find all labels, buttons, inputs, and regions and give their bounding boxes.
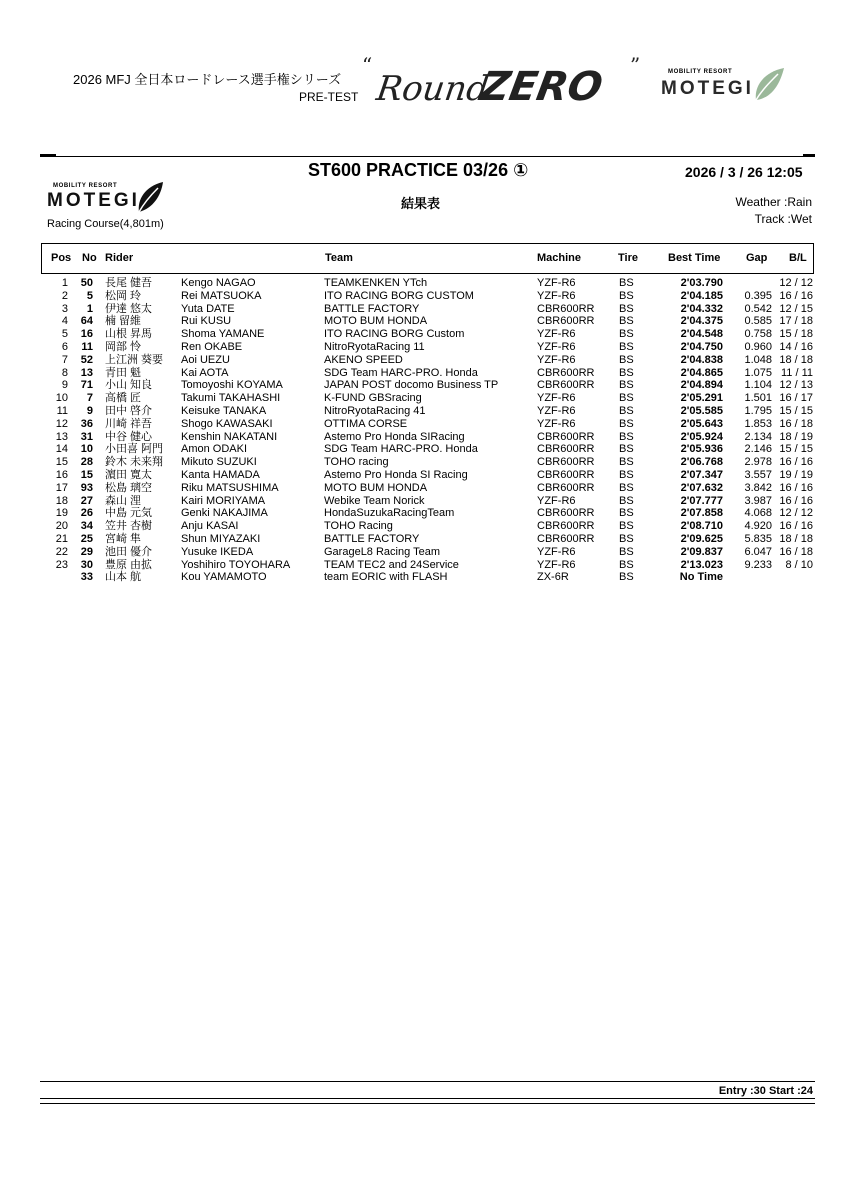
series-title: 2026 MFJ 全日本ロードレース選手権シリーズ bbox=[73, 72, 342, 87]
table-row bbox=[0, 341, 849, 354]
row-best-time: 2'13.023 bbox=[680, 558, 723, 571]
row-machine: YZF-R6 bbox=[537, 353, 576, 366]
row-rider-jp: 小田喜 阿門 bbox=[105, 443, 164, 456]
row-rider-en: Yuta DATE bbox=[181, 302, 235, 315]
col-best-time-header: Best Time bbox=[668, 252, 721, 264]
table-row bbox=[0, 328, 849, 341]
row-best-time: 2'05.643 bbox=[680, 417, 723, 430]
row-machine: CBR600RR bbox=[537, 507, 595, 520]
col-team-header: Team bbox=[325, 252, 353, 264]
session-date: 2026 / 3 / 26 12:05 bbox=[685, 164, 803, 180]
table-row bbox=[0, 443, 849, 456]
row-pos: 14 bbox=[55, 443, 68, 456]
row-machine: CBR600RR bbox=[537, 366, 595, 379]
row-best-time: 2'04.375 bbox=[680, 315, 723, 328]
row-best-time: 2'07.347 bbox=[680, 469, 723, 481]
table-row bbox=[0, 546, 849, 559]
row-machine: YZF-R6 bbox=[537, 392, 576, 405]
table-row bbox=[0, 418, 849, 431]
row-team: ITO RACING BORG Custom bbox=[324, 328, 465, 341]
row-pos: 10 bbox=[55, 392, 68, 405]
row-best-time: 2'04.865 bbox=[680, 366, 723, 379]
row-pos: 13 bbox=[55, 430, 68, 443]
result-label: 結果表 bbox=[401, 196, 441, 211]
row-pos: 15 bbox=[55, 456, 68, 469]
row-machine: YZF-R6 bbox=[537, 405, 576, 417]
row-pos: 21 bbox=[55, 533, 68, 545]
row-best-lap: 8 / 10 bbox=[785, 558, 813, 571]
table-row bbox=[0, 431, 849, 444]
row-tire: BS bbox=[619, 456, 634, 469]
row-number: 5 bbox=[86, 289, 93, 302]
row-machine: CBR600RR bbox=[537, 456, 595, 469]
row-team: OTTIMA CORSE bbox=[324, 417, 408, 430]
row-tire: BS bbox=[619, 392, 634, 405]
row-number: 64 bbox=[80, 315, 93, 328]
row-best-lap: 16 / 18 bbox=[779, 545, 813, 558]
row-gap: 1.075 bbox=[744, 366, 772, 379]
row-best-time: 2'04.894 bbox=[680, 379, 723, 392]
row-number: 29 bbox=[80, 545, 93, 558]
row-number: 93 bbox=[80, 481, 93, 494]
row-rider-en: Kairi MORIYAMA bbox=[181, 494, 266, 507]
row-rider-en: Genki NAKAJIMA bbox=[181, 507, 268, 520]
row-rider-en: Kai AOTA bbox=[181, 366, 229, 379]
row-rider-jp: 田中 啓介 bbox=[105, 405, 153, 417]
row-tire: BS bbox=[619, 481, 634, 494]
row-rider-en: Shoma YAMANE bbox=[181, 328, 265, 341]
row-rider-jp: 松岡 玲 bbox=[105, 289, 142, 302]
row-tire: BS bbox=[619, 328, 634, 341]
row-team: Webike Team Norick bbox=[324, 494, 425, 507]
row-rider-en: Kenshin NAKATANI bbox=[181, 430, 278, 443]
row-number: 10 bbox=[80, 443, 93, 456]
row-number: 71 bbox=[80, 379, 93, 392]
row-pos: 2 bbox=[61, 289, 68, 302]
row-rider-jp: 森山 浬 bbox=[105, 494, 142, 507]
row-rider-en: Tomoyoshi KOYAMA bbox=[181, 379, 283, 392]
row-number: 34 bbox=[80, 520, 93, 533]
table-row bbox=[0, 379, 849, 392]
row-tire: BS bbox=[619, 366, 634, 379]
mobility-resort-label: MOBILITY RESORT bbox=[668, 69, 733, 75]
weather-info: Weather :Rain bbox=[735, 195, 812, 209]
row-best-lap: 16 / 17 bbox=[779, 392, 813, 405]
row-rider-en: Aoi UEZU bbox=[181, 353, 230, 366]
row-pos: 5 bbox=[61, 328, 68, 341]
row-team: ITO RACING BORG CUSTOM bbox=[324, 289, 474, 302]
row-best-time: 2'04.548 bbox=[680, 328, 723, 341]
row-rider-jp: 高橋 匠 bbox=[105, 392, 142, 405]
col-pos-header: Pos bbox=[51, 252, 72, 264]
row-machine: YZF-R6 bbox=[537, 289, 576, 302]
row-pos: 8 bbox=[61, 366, 68, 379]
row-best-time: No Time bbox=[679, 571, 723, 584]
row-number: 50 bbox=[80, 277, 93, 289]
row-pos: 12 bbox=[55, 417, 68, 430]
row-best-time: 2'04.838 bbox=[680, 353, 723, 366]
row-number: 28 bbox=[80, 456, 93, 469]
row-best-lap: 16 / 16 bbox=[779, 481, 813, 494]
row-gap: 1.795 bbox=[744, 405, 772, 417]
row-tire: BS bbox=[619, 379, 634, 392]
row-rider-en: Kou YAMAMOTO bbox=[181, 571, 267, 584]
row-rider-en: Anju KASAI bbox=[181, 520, 239, 533]
row-number: 27 bbox=[80, 494, 93, 507]
row-best-time: 2'07.858 bbox=[680, 507, 723, 520]
leaf-icon bbox=[750, 64, 786, 104]
table-row bbox=[0, 533, 849, 546]
row-machine: CBR600RR bbox=[537, 302, 595, 315]
row-machine: CBR600RR bbox=[537, 379, 595, 392]
row-gap: 2.146 bbox=[744, 443, 772, 456]
row-rider-jp: 川崎 祥吾 bbox=[105, 417, 153, 430]
row-pos: 9 bbox=[61, 379, 68, 392]
row-gap: 5.835 bbox=[744, 533, 772, 545]
row-pos: 22 bbox=[55, 545, 68, 558]
row-gap: 2.978 bbox=[744, 456, 772, 469]
row-team: AKENO SPEED bbox=[324, 353, 403, 366]
row-tire: BS bbox=[619, 558, 634, 571]
row-team: HondaSuzukaRacingTeam bbox=[324, 507, 455, 520]
row-rider-jp: 宮崎 隼 bbox=[105, 533, 142, 545]
row-best-lap: 16 / 16 bbox=[779, 456, 813, 469]
row-team: NitroRyotaRacing 11 bbox=[324, 341, 425, 353]
col-gap-header: Gap bbox=[746, 252, 768, 264]
row-gap: 3.987 bbox=[744, 494, 772, 507]
table-row bbox=[0, 303, 849, 316]
row-rider-en: Kanta HAMADA bbox=[181, 469, 260, 481]
row-pos: 16 bbox=[55, 469, 68, 481]
row-best-lap: 14 / 16 bbox=[779, 341, 813, 353]
row-number: 30 bbox=[80, 558, 93, 571]
row-rider-en: Mikuto SUZUKI bbox=[181, 456, 257, 469]
row-best-lap: 15 / 15 bbox=[779, 443, 813, 456]
row-rider-jp: 鈴木 未来翔 bbox=[105, 456, 164, 469]
pretest-label: PRE-TEST bbox=[299, 90, 359, 104]
row-best-lap: 12 / 12 bbox=[779, 507, 813, 520]
row-rider-jp: 長尾 健吾 bbox=[105, 277, 153, 289]
row-best-lap: 16 / 16 bbox=[779, 494, 813, 507]
motegi-logo-text: MOTEGI bbox=[661, 78, 754, 99]
row-best-time: 2'05.585 bbox=[680, 405, 723, 417]
row-best-time: 2'05.924 bbox=[680, 430, 723, 443]
row-number: 16 bbox=[80, 328, 93, 341]
row-number: 11 bbox=[81, 341, 93, 353]
row-machine: YZF-R6 bbox=[537, 545, 576, 558]
table-header-rule bbox=[41, 273, 814, 274]
row-best-lap: 12 / 12 bbox=[779, 277, 813, 289]
row-team: TEAM TEC2 and 24Service bbox=[324, 558, 459, 571]
footer-rule bbox=[40, 1103, 815, 1104]
col-machine-header: Machine bbox=[537, 252, 582, 264]
row-rider-jp: 青田 魁 bbox=[105, 366, 142, 379]
row-rider-en: Kengo NAGAO bbox=[181, 277, 256, 289]
row-tire: BS bbox=[619, 545, 634, 558]
row-best-time: 2'07.632 bbox=[680, 481, 723, 494]
row-gap: 3.842 bbox=[744, 481, 772, 494]
table-row bbox=[0, 290, 849, 303]
row-machine: CBR600RR bbox=[537, 315, 595, 328]
row-team: NitroRyotaRacing 41 bbox=[324, 405, 426, 417]
table-row bbox=[0, 571, 849, 584]
row-tire: BS bbox=[619, 405, 634, 417]
row-rider-en: Rui KUSU bbox=[181, 315, 232, 328]
row-tire: BS bbox=[619, 289, 634, 302]
row-rider-en: Amon ODAKI bbox=[181, 443, 248, 456]
mobility-resort-label: MOBILITY RESORT bbox=[53, 183, 118, 189]
row-best-time: 2'07.777 bbox=[680, 494, 723, 507]
row-best-lap: 18 / 18 bbox=[779, 353, 813, 366]
svg-text:ZERO: ZERO bbox=[476, 63, 607, 110]
row-rider-jp: 上江洲 葵要 bbox=[105, 353, 164, 366]
row-best-lap: 17 / 18 bbox=[779, 315, 813, 328]
row-rider-jp: 中島 元気 bbox=[105, 507, 153, 520]
col-bl-header: B/L bbox=[789, 252, 807, 264]
row-machine: YZF-R6 bbox=[537, 328, 576, 341]
row-machine: CBR600RR bbox=[537, 520, 595, 533]
row-rider-jp: 伊達 悠太 bbox=[105, 302, 153, 315]
row-gap: 4.920 bbox=[744, 520, 772, 533]
rule-tick bbox=[803, 154, 815, 156]
row-tire: BS bbox=[619, 430, 634, 443]
row-best-time: 2'09.625 bbox=[680, 533, 723, 545]
row-best-lap: 18 / 18 bbox=[779, 533, 813, 545]
row-number: 31 bbox=[80, 430, 93, 443]
leaf-icon bbox=[135, 180, 165, 214]
svg-text:”: ” bbox=[630, 53, 641, 77]
row-machine: YZF-R6 bbox=[537, 558, 576, 571]
row-team: MOTO BUM HONDA bbox=[324, 315, 428, 328]
row-best-time: 2'05.291 bbox=[680, 392, 723, 405]
row-tire: BS bbox=[619, 571, 634, 584]
row-machine: CBR600RR bbox=[537, 430, 595, 443]
row-team: TOHO racing bbox=[324, 456, 389, 469]
row-gap: 4.068 bbox=[744, 507, 772, 520]
row-number: 1 bbox=[86, 302, 93, 315]
row-rider-jp: 池田 優介 bbox=[105, 545, 153, 558]
table-row bbox=[0, 315, 849, 328]
row-best-time: 2'05.936 bbox=[680, 443, 723, 456]
row-rider-jp: 岡部 怜 bbox=[105, 341, 142, 353]
row-machine: CBR600RR bbox=[537, 443, 595, 456]
row-gap: 1.104 bbox=[744, 379, 772, 392]
table-row bbox=[0, 456, 849, 469]
table-row bbox=[0, 559, 849, 572]
svg-text:Round: Round bbox=[373, 69, 492, 109]
table-row bbox=[0, 469, 849, 482]
row-tire: BS bbox=[619, 494, 634, 507]
row-machine: CBR600RR bbox=[537, 533, 595, 545]
rule-tick bbox=[40, 154, 56, 156]
row-team: BATTLE FACTORY bbox=[324, 302, 420, 315]
row-team: team EORIC with FLASH bbox=[324, 571, 448, 584]
row-pos: 7 bbox=[61, 353, 68, 366]
row-pos: 19 bbox=[55, 507, 68, 520]
row-team: TEAMKENKEN YTch bbox=[324, 277, 428, 289]
row-number: 52 bbox=[80, 353, 93, 366]
row-number: 7 bbox=[86, 392, 93, 405]
row-gap: 9.233 bbox=[744, 558, 772, 571]
row-rider-en: Riku MATSUSHIMA bbox=[181, 481, 279, 494]
row-best-lap: 16 / 16 bbox=[779, 520, 813, 533]
row-rider-en: Yoshihiro TOYOHARA bbox=[181, 558, 291, 571]
course-info: Racing Course(4,801m) bbox=[47, 218, 164, 230]
row-best-lap: 16 / 16 bbox=[779, 289, 813, 302]
row-number: 36 bbox=[80, 417, 93, 430]
row-best-lap: 15 / 18 bbox=[779, 328, 813, 341]
row-gap: 3.557 bbox=[744, 469, 772, 481]
row-rider-jp: 山本 航 bbox=[105, 571, 142, 584]
row-rider-en: Ren OKABE bbox=[181, 341, 243, 353]
row-tire: BS bbox=[619, 417, 634, 430]
row-tire: BS bbox=[619, 277, 634, 289]
col-tire-header: Tire bbox=[618, 252, 638, 264]
row-gap: 0.960 bbox=[744, 341, 772, 353]
col-no-header: No bbox=[82, 252, 97, 264]
table-row bbox=[0, 482, 849, 495]
row-machine: YZF-R6 bbox=[537, 341, 576, 353]
row-rider-en: Rei MATSUOKA bbox=[181, 289, 262, 302]
row-team: SDG Team HARC-PRO. Honda bbox=[324, 366, 478, 379]
row-number: 25 bbox=[80, 533, 93, 545]
row-pos: 3 bbox=[61, 302, 68, 315]
row-team: SDG Team HARC-PRO. Honda bbox=[324, 443, 478, 456]
row-pos: 6 bbox=[61, 341, 68, 353]
row-best-time: 2'04.185 bbox=[680, 289, 723, 302]
table-row bbox=[0, 405, 849, 418]
row-gap: 0.395 bbox=[744, 289, 772, 302]
table-row bbox=[0, 392, 849, 405]
row-best-lap: 19 / 19 bbox=[779, 469, 813, 481]
row-rider-jp: 小山 知良 bbox=[105, 379, 153, 392]
row-machine: ZX-6R bbox=[537, 571, 569, 584]
row-gap: 0.585 bbox=[744, 315, 772, 328]
track-info: Track :Wet bbox=[754, 212, 812, 226]
footer-rule bbox=[40, 1081, 815, 1082]
row-rider-jp: 豊原 由拡 bbox=[105, 558, 153, 571]
row-tire: BS bbox=[619, 443, 634, 456]
row-best-time: 2'03.790 bbox=[680, 277, 723, 289]
row-best-lap: 15 / 15 bbox=[779, 405, 813, 417]
row-tire: BS bbox=[619, 469, 634, 481]
row-best-lap: 18 / 19 bbox=[779, 430, 813, 443]
row-pos: 11 bbox=[56, 405, 68, 417]
row-number: 15 bbox=[80, 469, 93, 481]
table-row bbox=[0, 277, 849, 290]
row-best-time: 2'09.837 bbox=[680, 545, 723, 558]
top-rule bbox=[40, 156, 815, 157]
row-tire: BS bbox=[619, 302, 634, 315]
row-tire: BS bbox=[619, 507, 634, 520]
row-pos: 17 bbox=[55, 481, 68, 494]
row-gap: 1.048 bbox=[744, 353, 772, 366]
row-best-lap: 11 / 11 bbox=[780, 366, 813, 379]
round-zero-logo bbox=[362, 52, 644, 110]
row-rider-jp: 中谷 健心 bbox=[105, 430, 153, 443]
row-rider-en: Keisuke TANAKA bbox=[181, 405, 267, 417]
row-machine: CBR600RR bbox=[537, 481, 595, 494]
table-row bbox=[0, 495, 849, 508]
row-best-time: 2'08.710 bbox=[680, 520, 723, 533]
svg-text:“: “ bbox=[362, 53, 373, 77]
row-best-time: 2'06.768 bbox=[680, 456, 723, 469]
row-tire: BS bbox=[619, 353, 634, 366]
session-title: ST600 PRACTICE 03/26 ① bbox=[308, 160, 529, 180]
row-rider-en: Takumi TAKAHASHI bbox=[181, 392, 281, 405]
row-rider-jp: 楠 留維 bbox=[105, 315, 142, 328]
row-machine: YZF-R6 bbox=[537, 494, 576, 507]
row-gap: 1.853 bbox=[744, 417, 772, 430]
row-gap: 0.758 bbox=[744, 328, 772, 341]
row-best-lap: 12 / 13 bbox=[779, 379, 813, 392]
table-row bbox=[0, 367, 849, 380]
row-best-time: 2'04.750 bbox=[680, 341, 723, 353]
row-machine: YZF-R6 bbox=[537, 417, 576, 430]
row-gap: 2.134 bbox=[744, 430, 772, 443]
row-team: MOTO BUM HONDA bbox=[324, 481, 428, 494]
row-team: TOHO Racing bbox=[324, 520, 393, 533]
row-pos: 23 bbox=[55, 558, 68, 571]
row-best-lap: 12 / 15 bbox=[779, 302, 813, 315]
row-rider-en: Yusuke IKEDA bbox=[181, 545, 254, 558]
row-tire: BS bbox=[619, 533, 634, 545]
row-number: 33 bbox=[80, 571, 93, 584]
row-rider-jp: 笠井 杏樹 bbox=[105, 520, 153, 533]
row-machine: YZF-R6 bbox=[537, 277, 576, 289]
row-pos: 1 bbox=[61, 277, 68, 289]
row-rider-jp: 松島 璃空 bbox=[105, 481, 153, 494]
row-number: 26 bbox=[80, 507, 93, 520]
row-team: BATTLE FACTORY bbox=[324, 533, 420, 545]
row-gap: 0.542 bbox=[744, 302, 772, 315]
row-best-lap: 16 / 18 bbox=[779, 417, 813, 430]
row-team: GarageL8 Racing Team bbox=[324, 545, 440, 558]
row-rider-en: Shun MIYAZAKI bbox=[181, 533, 261, 545]
row-team: Astemo Pro Honda SIRacing bbox=[324, 430, 465, 443]
entry-start-count: Entry :30 Start :24 bbox=[718, 1085, 813, 1097]
row-best-time: 2'04.332 bbox=[680, 302, 723, 315]
row-team: JAPAN POST docomo Business TP bbox=[324, 379, 499, 392]
row-team: Astemo Pro Honda SI Racing bbox=[324, 469, 468, 481]
col-rider-header: Rider bbox=[105, 252, 134, 264]
row-tire: BS bbox=[619, 315, 634, 328]
row-machine: CBR600RR bbox=[537, 469, 595, 481]
row-pos: 20 bbox=[55, 520, 68, 533]
row-gap: 1.501 bbox=[744, 392, 772, 405]
motegi-logo-text: MOTEGI bbox=[47, 190, 140, 211]
table-row bbox=[0, 507, 849, 520]
table-row bbox=[0, 354, 849, 367]
row-team: K-FUND GBSracing bbox=[324, 392, 422, 405]
row-gap: 6.047 bbox=[744, 545, 772, 558]
row-pos: 4 bbox=[61, 315, 68, 328]
row-number: 13 bbox=[80, 366, 93, 379]
row-pos: 18 bbox=[55, 494, 68, 507]
table-row bbox=[0, 520, 849, 533]
row-number: 9 bbox=[86, 405, 93, 417]
row-tire: BS bbox=[619, 520, 634, 533]
row-rider-jp: 濵田 寛太 bbox=[105, 469, 153, 481]
footer-rule bbox=[40, 1098, 815, 1099]
row-rider-jp: 山根 昇馬 bbox=[105, 328, 153, 341]
row-tire: BS bbox=[619, 341, 634, 353]
row-rider-en: Shogo KAWASAKI bbox=[181, 417, 273, 430]
